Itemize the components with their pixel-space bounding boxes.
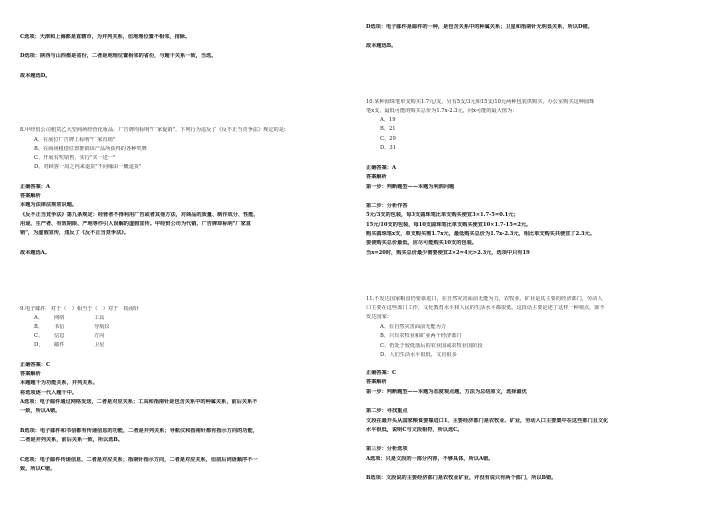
analysis-line: 第三步：分析选项	[366, 446, 408, 452]
analysis-title: 答案解析	[20, 193, 41, 199]
option: C、29	[380, 136, 396, 142]
analysis-line: 文段在最开头从国家粮食要靠进口1、主要经济部门是农牧业、矿业，劳动人口主要集中在这些部门且文化	[366, 418, 609, 424]
option-row	[34, 324, 234, 333]
answer: 正确答案：C	[20, 362, 51, 368]
analysis-line: 当x=20时，购买总价最少需要便宜2×2=4元>2.3元，选项中只有19	[366, 250, 530, 256]
option: B、21	[380, 126, 396, 132]
analysis-line: 本题为法律法规常识题。	[20, 202, 78, 208]
analysis-line: 本题题干为功能关系，并列关系。	[20, 380, 98, 386]
option: A、在自然灾害面前无能为力	[380, 324, 446, 330]
option-row	[34, 342, 234, 351]
option: B、在商场租借位置推销该产品所获得的各种奖牌	[34, 146, 147, 152]
option-term: 网络	[54, 315, 65, 321]
option: D、人们生活水平很低，文盲很多	[380, 352, 457, 358]
text-line: 故本题选D。	[20, 73, 51, 79]
question-stem: 口主要在这些部门工作，文化教育水平和人民的生活水平都很低，这段话主要论述了这样一种观点，即不	[366, 305, 605, 311]
analysis-line: B选项：文段说的主要经济部门是农牧业矿业，并没有说只有两个部门，所以B错。	[366, 475, 557, 481]
analysis-line: C选项：电子邮件传递信息，二者是对应关系；指南针指示方向，二者是对应关系，但前后词语顺序不一	[20, 457, 258, 463]
analysis-line: 用途、生产者、有效期限、产地等作引人误解的虚假宣传。甲经贸公司为代销，广告牌却标明"厂家直	[20, 221, 251, 227]
option: D、对顾客一周之内来退货"不问缘由一概退货"	[34, 164, 142, 170]
question-stem: 笔x支，最低可能的购买总价为1.7x-2.3元，问x可能的最大值为：	[366, 108, 518, 114]
option-term: 邮件	[54, 342, 65, 348]
analysis-line: 销"，为虚假宣传，违反了《反不正当竞争法》。	[20, 230, 130, 236]
option-letter: D、	[34, 342, 44, 348]
option: D、31	[380, 145, 396, 151]
analysis-line: 第二步：寻找重点	[366, 408, 408, 414]
option-row	[34, 333, 234, 342]
option-grid	[34, 315, 234, 351]
option-term: 导航仪	[94, 324, 110, 330]
analysis-line: 一致，所以A错。	[20, 408, 61, 414]
question-stem: 发达国家：	[366, 314, 392, 320]
analysis-title: 答案解析	[20, 371, 41, 377]
analysis-line: 故本题选A。	[20, 250, 50, 256]
analysis-line: 将选项逐一代入题干中。	[20, 390, 78, 396]
analysis-line: 15元/10支的包装，每10支圆珠笔比单支购买便宜10×1.7-15=2元。	[366, 222, 532, 228]
answer: 正确答案：A	[366, 165, 396, 171]
option-term: 书信	[54, 324, 65, 330]
analysis-line: 第二步：分析作答	[366, 203, 408, 209]
analysis-title: 答案解析	[366, 174, 387, 180]
text-line: 故本题选B。	[366, 43, 397, 49]
analysis-line: A选项：只是文段的一部分内容，不够具体，所以A错。	[366, 456, 494, 462]
option: B、只有农牧业和矿业两个经济部门	[380, 333, 462, 339]
question-stem: 10.某种圆珠笔单支购买1.7元/支，另有5支/3元和15支/10元两种包装供购买，办公室购买这种圆珠	[366, 99, 595, 105]
analysis-line: 二者是并列关系，前后关系一致，所以选B。	[20, 437, 123, 443]
question-stem: 9.电子邮件 对于（ ）相当于（ ）对于 指南针	[20, 306, 140, 312]
analysis-line: A选项：电子邮件通过网络发送，二者是对应关系；工具和指南针是包含关系中的种属关系，前后关系不	[20, 399, 258, 405]
option-letter: C、	[34, 333, 44, 339]
analysis-line: 水平很低，说明C与文段相符，所以选C。	[366, 427, 463, 433]
option-term: 信息	[54, 333, 65, 339]
option: C、仍处于较低落后的农业国或农牧业国阶段	[380, 343, 483, 349]
answer: 正确答案：C	[366, 370, 397, 376]
text-line: C选项：天津和上海都是直辖市，为并列关系，但地理位置不相邻，排除。	[20, 34, 191, 40]
option: A、19	[380, 117, 396, 123]
analysis-line: 5元/3支的包装，每3支圆珠笔比单支购买便宜3×1.7-5=0.1元；	[366, 212, 519, 218]
analysis-line: 购买圆珠笔x支，单支购买需1.7x元，最低购买总价为1.7x-2.3元，相比单支购买共便宜了2.3元。	[366, 231, 596, 237]
analysis-line: 《反不正当竞争法》第九条规定：经营者不得利用广告或者其他方法，对商品的质量、制作成分、性能、	[20, 212, 259, 218]
text-line: D选项：陕西与山西都是省份，二者是地理位置相邻的省份，与题干关系一致，当选。	[20, 53, 217, 59]
analysis-line: 第一步：判断题型——本题为态度观点题，方法为总结原文，选择最优	[366, 389, 527, 395]
question-stem: 11.不发达国家粮食仍要靠进口，在自然灾害面前无能为力，农牧业、矿业是其主要的经济部门，劳动人	[366, 296, 603, 302]
option-row	[34, 315, 234, 324]
analysis-line: 第一步：判断题型——本题为利润问题	[366, 184, 455, 190]
option: A、在展位广告牌上标明"厂家直销"	[34, 137, 116, 143]
option-term: 方向	[94, 333, 105, 339]
analysis-line: 致，所以C错。	[20, 466, 56, 472]
option-letter: A、	[34, 315, 43, 321]
analysis-line: 要使购买总价最低，应尽可能购买10支的包装。	[366, 240, 477, 246]
analysis-title: 答案解析	[366, 379, 387, 385]
analysis-line: B选项：电子邮件和书信都有传递信息的功能，二者是并列关系；导航仪和指南针都有指示方向的功能，	[20, 428, 258, 434]
option-term: 工具	[94, 315, 105, 321]
option-term: 卫星	[94, 342, 105, 348]
option-letter: B、	[34, 324, 43, 330]
answer: 正确答案：A	[20, 184, 50, 190]
option: C、开展有奖销售，实行"买一送一"	[34, 155, 116, 161]
text-line: D选项：电子邮件是邮件的一种，是包含关系中的种属关系；卫星和指南针无明显关系，所以D错。	[366, 24, 593, 30]
question-stem: 8.甲经贸公司租赁乙大型商场经营化妆品，广告牌均标明"厂家促销"。下列行为违反了《反不正当竞争法》规定的是:	[20, 127, 286, 133]
